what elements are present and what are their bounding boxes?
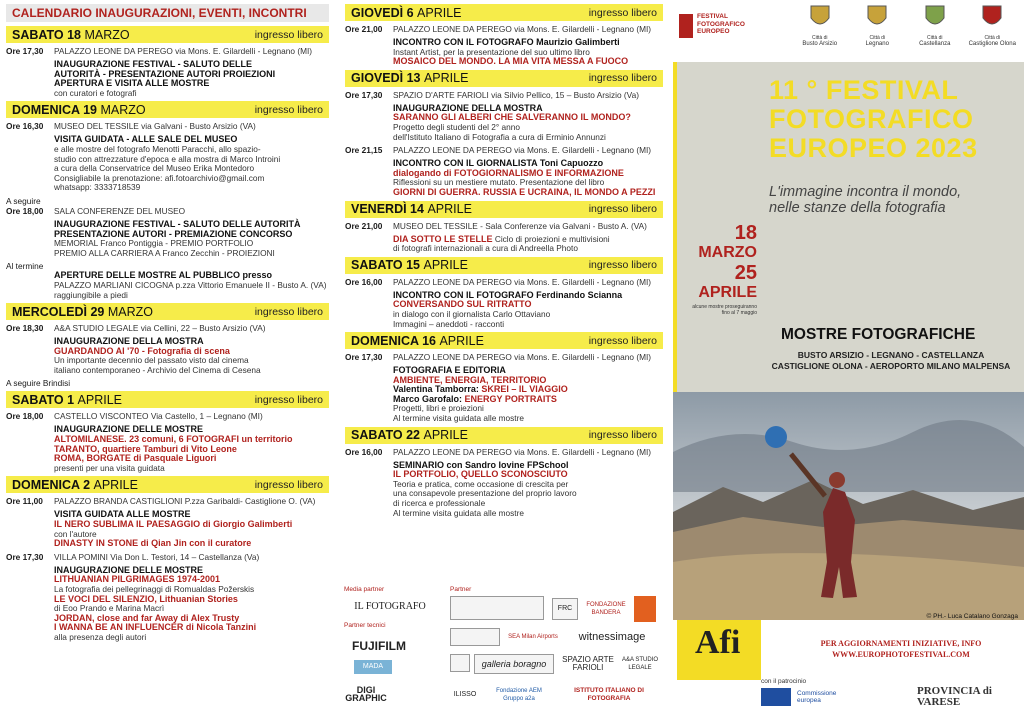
event-line: CONVERSANDO SUL RITRATTO <box>393 299 532 310</box>
event-line: dialogando di FOTOGIORNALISMO E INFORMAZIONE <box>393 167 624 178</box>
event-line: ENERGY PORTRAITS <box>464 393 557 404</box>
partner-label: Partner <box>450 586 472 593</box>
date-month: APRILE <box>423 258 468 273</box>
event-block <box>54 220 329 258</box>
city-name: Busto Arsizio <box>802 41 838 47</box>
afi-logo-text: Afi <box>695 624 741 661</box>
event-line: di Eoo Prando e Marina Macrì <box>54 603 165 614</box>
event-line: INCONTRO CON IL GIORNALISTA Toni Capuozzo <box>393 158 604 169</box>
subtitle-line: nelle stanze della fotografia <box>769 200 946 216</box>
event-venue <box>345 447 663 458</box>
event-block <box>54 135 329 193</box>
entry-label: ingresso libero <box>254 28 323 41</box>
event-time: Ore 21,15 <box>345 145 383 156</box>
event-block <box>393 366 663 424</box>
dates-note: alcune mostre proseguiranno fino al 7 maggio <box>692 304 757 316</box>
entry-label: ingresso libero <box>254 305 323 318</box>
event-line: VISITA GUIDATA ALLE MOSTRE <box>54 509 191 520</box>
event-line: Consigliabile la prenotazione: afi.fotoarchivio@gmail.com <box>54 172 265 183</box>
event-time: Ore 21,00 <box>345 24 383 34</box>
event-line: Al termine visita guidata alle mostre <box>393 507 524 518</box>
title-line: 11 ° FESTIVAL <box>769 75 959 105</box>
event-time: Ore 18,00 <box>6 411 44 422</box>
event-line: INCONTRO CON IL FOTOGRAFO Ferdinando Scianna <box>393 289 623 300</box>
event-line: LE VOCI DEL SILENZIO, Lithuanian Stories <box>54 593 238 604</box>
event-line: Riflessioni su un mestiere mutato. Presentazione del libro <box>393 177 605 188</box>
date-day: SABATO 18 <box>12 27 82 42</box>
city-prefix: Città di <box>869 35 886 41</box>
date-month: APRILE <box>423 71 469 86</box>
exhibition-cities <box>771 350 1011 372</box>
tech-partner-label: Partner tecnici <box>344 622 386 629</box>
event-time: Ore 11,00 <box>6 496 43 507</box>
start-day: 18 <box>734 222 757 244</box>
event-line: con curatori e fotografi <box>54 87 137 98</box>
date-day: MERCOLEDÌ 29 <box>12 304 105 319</box>
end-month: APRILE <box>698 284 757 301</box>
city-prefix: Città di <box>926 35 943 41</box>
crest-icon <box>809 4 831 30</box>
event-block <box>54 425 329 473</box>
date-day: GIOVEDÌ 13 <box>351 71 421 86</box>
venue-text: PALAZZO LEONE DA PEREGO via Mons. E. Gilardelli - Legnano (MI) <box>393 446 652 457</box>
event-time: Ore 17,30 <box>6 551 44 562</box>
event-line: whatsapp: 3333718539 <box>54 182 141 193</box>
follow-label: A seguire <box>6 195 41 206</box>
event-line: a cura della Conservatrice del Museo Erika Montedoro <box>54 163 255 174</box>
event-time: Ore 16,30 <box>6 121 44 132</box>
partner-logo: witnessimage <box>578 631 646 643</box>
patronage-label: con il patrocinio <box>761 678 807 685</box>
entry-label: ingresso libero <box>254 103 323 116</box>
event-time: Ore 16,00 <box>345 446 383 457</box>
eu-commission-logo: Commissione europea <box>797 690 837 704</box>
afi-logo <box>677 620 761 680</box>
cities-line: BUSTO ARSIZIO - LEGNANO - CASTELLANZA <box>797 350 985 360</box>
date-month: APRILE <box>427 202 472 217</box>
venue-text: PALAZZO LEONE DA PEREGO via Mons. E. Gilardelli - Legnano (MI) <box>393 352 652 363</box>
date-bar <box>345 4 663 21</box>
partner-logo-fpschool <box>450 628 500 646</box>
event-line: INAUGURAZIONE FESTIVAL - SALUTO DELLE <box>54 59 253 69</box>
event-line: TARANTO, quartiere Tamburi di Vito Leone <box>54 443 237 454</box>
event-time: Ore 17,30 <box>345 89 383 100</box>
title-line: EUROPEO 2023 <box>769 133 978 163</box>
date-day: VENERDÌ 14 <box>351 202 424 217</box>
date-bar <box>345 70 663 87</box>
date-month: APRILE <box>77 392 123 407</box>
partner-logo: galleria boragno <box>474 654 554 674</box>
event-line: PALAZZO MARLIANI CICOGNA p.zza Vittorio Emanuele II - Busto A. (VA) <box>54 279 327 290</box>
entry-label: ingresso libero <box>254 393 323 406</box>
entry-label: ingresso libero <box>588 6 657 19</box>
partner-logo: A&A STUDIO LEGALE <box>621 657 658 671</box>
event-venue <box>345 277 663 288</box>
date-day: GIOVEDÌ 6 <box>351 5 414 20</box>
venue-text: MUSEO DEL TESSILE - Sala Conferenze via Galvani - Busto A. (VA) <box>393 220 647 231</box>
eu-flag-icon <box>761 688 791 706</box>
event-block <box>393 235 663 254</box>
event-line: APERTURA E VISITA ALLE MOSTRE <box>54 78 210 89</box>
event-line: Teoria e pratica, come occasione di crescita per <box>393 478 569 489</box>
venue-text: CASTELLO VISCONTEO Via Castello, 1 – Legnano (MI) <box>54 411 263 422</box>
entry-label: ingresso libero <box>588 72 657 85</box>
event-line: DIA SOTTO LE STELLE <box>393 233 493 244</box>
city-crests <box>791 4 1021 47</box>
event-time: Ore 17,30 <box>345 352 383 363</box>
venue-text: PALAZZO BRANDA CASTIGLIONI P.zza Garibaldi- Castiglione O. (VA) <box>54 496 316 507</box>
date-month: APRILE <box>423 428 468 443</box>
partner-logo-small <box>450 654 470 672</box>
event-line: INAUGURAZIONE DELLA MOSTRA <box>54 336 204 347</box>
date-bar <box>6 303 329 320</box>
event-line: ROMA, BORGATE di Pasquale Liguori <box>54 453 217 464</box>
event-time: Ore 21,00 <box>345 220 383 231</box>
event-line: INAUGURAZIONE DELLA MOSTRA <box>393 102 543 113</box>
festival-dates <box>687 222 757 316</box>
city-name: Legnano <box>865 41 889 47</box>
event-line: SARANNO GLI ALBERI CHE SALVERANNO IL MONDO? <box>393 112 631 123</box>
media-partner-logo: IL FOTOGRAFO <box>354 601 426 612</box>
after-label: Al termine <box>6 261 44 272</box>
event-line: I WANNA BE AN INFLUENCER di Nicola Tanzini <box>54 622 257 633</box>
event-line: AMBIENTE, ENERGIA, TERRITORIO <box>393 374 547 385</box>
sponsors-area <box>344 584 666 712</box>
crest-icon <box>981 4 1003 30</box>
info-block <box>781 638 1021 660</box>
event-venue <box>6 46 329 57</box>
venue-text: VILLA POMINI Via Don L. Testori, 14 – Castellanza (Va) <box>54 551 260 562</box>
date-bar <box>6 101 329 118</box>
event-line: MEMORIAL Franco Pontiggia - PREMIO PORTFOLIO <box>54 238 254 249</box>
event-block <box>393 291 663 329</box>
start-month: MARZO <box>698 244 757 261</box>
date-day: SABATO 1 <box>12 392 75 407</box>
ball-icon <box>765 426 787 448</box>
end-day: 25 <box>734 262 757 284</box>
city-prefix: Città di <box>984 35 1001 41</box>
venue-text: PALAZZO LEONE DA PEREGO via Mons. E. Gilardelli - Legnano (MI) <box>393 24 652 34</box>
partner-logo: FRC <box>552 598 578 620</box>
event-line: dell'Istituto Italiano di Fotografia a cura di Erminio Annunzi <box>393 131 606 142</box>
date-month: APRILE <box>93 477 138 492</box>
date-bar <box>345 257 663 274</box>
partner-logo: Fondazione AEM Gruppo a2a <box>496 688 542 702</box>
event-line: Ciclo di proiezioni e multivisioni <box>492 233 610 244</box>
event-venue <box>6 121 329 132</box>
info-line: PER AGGIORNAMENTI INIZIATIVE, INFO <box>820 639 982 648</box>
event-line: AUTORITÀ - PRESENTAZIONE AUTORI PROIEZIONI <box>54 68 276 79</box>
event-time: Ore 16,00 <box>345 276 383 287</box>
date-bar <box>345 332 663 349</box>
festival-subtitle <box>769 184 961 216</box>
event-line: Progetti, libri e proiezioni <box>393 403 484 414</box>
event-line: INAUGURAZIONE DELLE MOSTRE <box>54 564 204 575</box>
subtitle-line: L'immagine incontra il mondo, <box>769 184 962 200</box>
event-line: e alle mostre del fotografo Menotti Paracchi, allo spazio- <box>54 143 261 154</box>
title-line: FOTOGRAFICO <box>769 104 974 134</box>
event-line: in dialogo con il giornalista Carlo Ottaviano <box>393 308 551 319</box>
date-bar <box>6 26 329 43</box>
date-month: MARZO <box>107 304 154 319</box>
event-line: IL PORTFOLIO, QUELLO SCONOSCIUTO <box>393 469 568 480</box>
event-line: raggiungibile a piedi <box>54 289 128 300</box>
event-line: presenti per una visita guidata <box>54 462 165 473</box>
event-venue <box>6 323 329 334</box>
event-line: ALTOMILANESE. 23 comuni, 6 FOTOGRAFI un territorio <box>54 434 293 445</box>
title-panel <box>673 62 1024 392</box>
event-line: FOTOGRAFIA E EDITORIA <box>393 365 506 376</box>
event-line: SKREI – IL VIAGGIO <box>481 384 568 395</box>
date-month: APRILE <box>417 5 462 20</box>
event-venue <box>345 145 663 156</box>
landscape-photo <box>673 392 1024 620</box>
date-month: APRILE <box>439 333 484 348</box>
festival-logo-text: FESTIVAL FOTOGRAFICO EUROPEO <box>697 13 745 35</box>
photo-credit: © PH.- Luca Catalano Gonzaga <box>926 613 1018 620</box>
event-line: Progetto degli studenti del 2° anno <box>393 121 520 132</box>
venue-text: PALAZZO LEONE DA PEREGO via Mons. E. Gilardelli - Legnano (MI) <box>54 46 313 56</box>
crest-icon <box>866 4 888 30</box>
event-time: Ore 18,00 <box>6 205 44 216</box>
event-line: di ricerca e professionale <box>393 498 486 509</box>
fujifilm-logo: FUJIFILM <box>352 639 406 653</box>
city-prefix: Città di <box>811 35 828 41</box>
cover-photo <box>673 392 1024 620</box>
date-bar <box>6 391 329 408</box>
partner-logo: SPAZIO ARTE FARIOLI <box>562 655 614 672</box>
city-crest <box>964 4 1020 47</box>
event-line: italiano contemporaneo - Archivio del Cinema di Cesena <box>54 364 261 375</box>
calendar-title: CALENDARIO INAUGURAZIONI, EVENTI, INCONTRI <box>12 6 307 20</box>
event-venue <box>6 206 329 217</box>
event-line: INCONTRO CON IL FOTOGRAFO Maurizio Galimberti <box>393 37 620 47</box>
event-block <box>393 159 663 197</box>
website-link[interactable]: WWW.EUROPHOTOFESTIVAL.COM <box>832 650 970 659</box>
date-day: DOMENICA 16 <box>351 333 436 348</box>
event-line: APERTURE DELLE MOSTRE AL PUBBLICO presso <box>54 270 273 281</box>
event-line: con l'autore <box>54 528 97 539</box>
city-crest <box>792 4 848 47</box>
partner-logo: FONDAZIONE BANDERA <box>586 602 626 616</box>
partner-logo-ministry <box>450 596 544 620</box>
city-crest <box>849 4 905 47</box>
footer-panel <box>673 620 1024 714</box>
event-venue <box>345 352 663 363</box>
event-line: Immagini – aneddoti - racconti <box>393 318 505 329</box>
cover-panel <box>673 0 1024 714</box>
event-line: IL NERO SUBLIMA IL PAESAGGIO di Giorgio Galimberti <box>54 519 293 530</box>
entry-label: ingresso libero <box>588 334 657 347</box>
event-venue <box>6 496 329 507</box>
entry-label: ingresso libero <box>254 478 323 491</box>
event-block <box>393 461 663 519</box>
event-line: Valentina Tamborra: <box>393 384 482 395</box>
date-day: DOMENICA 2 <box>12 477 91 492</box>
event-line: alla presenza degli autori <box>54 631 147 642</box>
event-venue <box>345 24 663 35</box>
event-time: Ore 17,30 <box>6 46 44 56</box>
event-line: Marco Garofalo: <box>393 393 465 404</box>
event-venue <box>6 552 329 563</box>
logo-header <box>673 0 1024 62</box>
crest-icon <box>924 4 946 30</box>
event-line: DINASTY IN STONE di Qian Jin con il curatore <box>54 538 252 549</box>
event-line: di fotografi internazionali a cura di Andreella Photo <box>393 243 578 254</box>
venue-text: A&A STUDIO LEGALE via Cellini, 22 – Busto Arsizio (VA) <box>54 323 266 334</box>
event-block <box>54 60 329 98</box>
city-name: Castiglione Olona <box>968 41 1016 47</box>
cities-line: CASTIGLIONE OLONA - AEROPORTO MILANO MALPENSA <box>771 361 1011 371</box>
partner-logo: SEA Milan Airports <box>508 634 558 640</box>
mada-logo: MADA <box>354 660 392 674</box>
accent-strip <box>673 62 677 392</box>
partner-logo: ILISSO <box>453 691 477 698</box>
date-bar <box>6 476 329 493</box>
event-line: Al termine visita guidata alle mostre <box>393 413 524 424</box>
province-logo: PROVINCIA di VARESE <box>917 685 992 708</box>
exhibitions-heading: MOSTRE FOTOGRAFICHE <box>781 326 976 343</box>
digi-logo: DIGI GRAPHIC <box>345 685 387 703</box>
event-line: studio con attrezzature d'epoca e alla mostra di Marco Introini <box>54 153 281 164</box>
event-venue <box>6 411 329 422</box>
calendar-column-1 <box>0 0 335 714</box>
date-bar <box>345 427 663 444</box>
date-bar <box>345 201 663 218</box>
date-month: MARZO <box>84 27 130 42</box>
city-crest <box>907 4 963 47</box>
event-block <box>54 566 329 643</box>
event-line: VISITA GUIDATA - ALLE SALE DEL MUSEO <box>54 134 238 145</box>
event-line: Instant Artist, per la presentazione del suo ultimo libro <box>393 46 590 57</box>
follow-label: A seguire Brindisi <box>6 378 71 389</box>
partner-logo: ISTITUTO ITALIANO DI FOTOGRAFIA <box>574 687 644 702</box>
event-line: GUARDANDO AI '70 - Fotografia di scena <box>54 345 230 356</box>
event-line: PRESENTAZIONE AUTORI - PREMIAZIONE CONCORSO <box>54 228 293 239</box>
date-day: DOMENICA 19 <box>12 102 97 117</box>
date-month: MARZO <box>100 102 146 117</box>
venue-text: PALAZZO LEONE DA PEREGO via Mons. E. Gilardelli - Legnano (MI) <box>393 276 652 287</box>
city-name: Castellanza <box>919 41 951 47</box>
date-day: SABATO 15 <box>351 258 421 273</box>
event-line: Un importante decennio del passato visto dal cinema <box>54 355 249 366</box>
entry-label: ingresso libero <box>588 429 657 442</box>
event-venue <box>345 221 663 232</box>
event-line: SEMINARIO con Sandro Iovine FPSchool <box>393 459 569 470</box>
event-block <box>393 38 663 67</box>
partner-logo-orange <box>634 596 656 622</box>
venue-text: SPAZIO D'ARTE FARIOLI via Silvio Pellico, 15 – Busto Arsizio (Va) <box>393 89 639 100</box>
event-line: INAUGURAZIONE DELLE MOSTRE <box>54 424 204 435</box>
event-block <box>54 510 329 548</box>
venue-text: MUSEO DEL TESSILE via Galvani - Busto Arsizio (VA) <box>54 121 256 132</box>
festival-title <box>769 76 978 163</box>
event-line: PREMIO ALLA CARRIERA A Franco Zecchin - PROIEZIONI <box>54 247 275 258</box>
event-line: INAUGURAZIONE FESTIVAL - SALUTO DELLE AUTORITÀ <box>54 218 301 229</box>
event-line: La fotografia dei pellegrinaggi di Romualdas Požerskis <box>54 584 255 594</box>
event-block <box>54 337 329 375</box>
venue-text: PALAZZO LEONE DA PEREGO via Mons. E. Gilardelli - Legnano (MI) <box>393 145 652 156</box>
event-line: una consapevole presentazione del proprio lavoro <box>393 488 577 499</box>
event-venue <box>345 90 663 101</box>
entry-label: ingresso libero <box>588 259 657 272</box>
event-line: GIORNI DI GUERRA. RUSSIA E UCRAINA, IL MONDO A PEZZI <box>393 186 656 197</box>
date-day: SABATO 22 <box>351 428 421 443</box>
entry-label: ingresso libero <box>588 203 657 216</box>
festival-logo-mark <box>679 14 693 38</box>
event-time: Ore 18,30 <box>6 323 44 334</box>
event-block <box>54 271 329 300</box>
event-block <box>393 104 663 142</box>
event-line: LITHUANIAN PILGRIMAGES 1974-2001 <box>54 574 221 585</box>
calendar-header <box>6 4 329 22</box>
media-partner-label: Media partner <box>344 586 385 593</box>
event-line: JORDAN, close and far Away di Alex Trusty <box>54 612 240 623</box>
event-line: MOSAICO DEL MONDO. LA MIA VITA MESSA A FUOCO <box>393 56 629 67</box>
venue-text: SALA CONFERENZE DEL MUSEO <box>54 205 186 216</box>
